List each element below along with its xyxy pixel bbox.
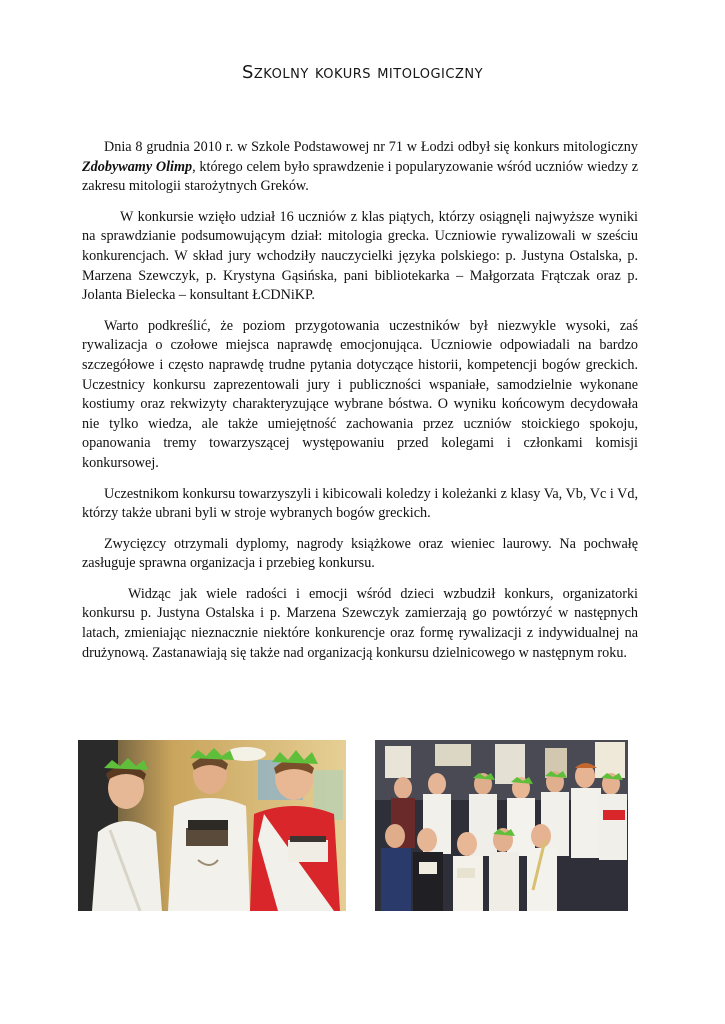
document-body	[82, 138, 638, 674]
paragraph-winners: Zwycięzcy otrzymali dyplomy, nagrody książkowe oraz wieniec laurowy. Na pochwałę zasługuje sprawna organizacja i przebieg konkursu.	[82, 535, 638, 572]
paragraph-future: Widząc jak wiele radości i emocji wśród dzieci wzbudził konkurs, organizatorki konkursu p. Justyna Ostalska i p. Marzena Szewczyk zamierzają go powtórzyć w następnych latach, zmieniając nieznacznie niektóre konkurencje oraz formę rywalizacji z indywidualnej na drużynową. Zastanawiają się także nad organizacją konkursu dzielnicowego w następnym roku.	[82, 585, 638, 661]
paragraph-supporters: Uczestnikom konkursu towarzyszyli i kibicowali koledzy i koleżanki z klasy Va, Vb, Vc i Vd, którzy także ubrani byli w stroje wybranych bogów greckich.	[82, 485, 638, 522]
paragraph-level: Warto podkreślić, że poziom przygotowania uczestników był niezwykle wysoki, zaś rywalizacja o czołowe miejsca naprawdę emocjonująca. Uczniowie odpowiadali na bardzo szczegółowe i często naprawdę trudne pytania dotyczące historii, kompetencji bogów greckich. Uczestnicy konkursu zaprezentowali jury i publiczności wspaniałe, samodzielnie wykonane kostiumy oraz rekwizyty charakteryzujące wybrane bóstwa. O wyniku końcowym decydowała nie tylko wiedza, ale także umiejętność zachowania przez uczniów stoickiego spokoju, opanowania tremy towarzyszącej występowaniu przed kolegami i członkami komisji konkursowej.	[82, 317, 638, 471]
paragraph-intro-start: Dnia 8 grudnia 2010 r. w Szkole Podstawowej nr 71 w Łodzi odbył się konkurs mitologiczny	[104, 139, 638, 155]
paragraph-participants: W konkursie wzięło udział 16 uczniów z klas piątych, którzy osiągnęli najwyższe wyniki na sprawdzianie podsumowującym dział: mitologia grecka. Uczniowie rywalizowali w sześciu konkurencjach. W skład jury wchodziły nauczycielki języka polskiego: p. Justyna Ostalska, p. Marzena Szewczyk, p. Krystyna Gąsińska, pani bibliotekarka – Małgorzata Frątczak oraz p. Jolanta Bielecka – konsultant ŁCDNiKP.	[82, 208, 638, 304]
paragraph-intro	[82, 138, 638, 197]
competition-name: Zdobywamy Olimp	[82, 158, 193, 175]
paragraph-intro-end: , którego celem było sprawdzenie i popularyzowanie wśród uczniów wiedzy z zakresu mitologii starożytnych Greków.	[82, 158, 638, 195]
photo-students-togas	[78, 740, 346, 911]
document-title: Szkolny kokurs mitologiczny	[241, 62, 484, 83]
photo-group-costumes	[375, 740, 628, 911]
